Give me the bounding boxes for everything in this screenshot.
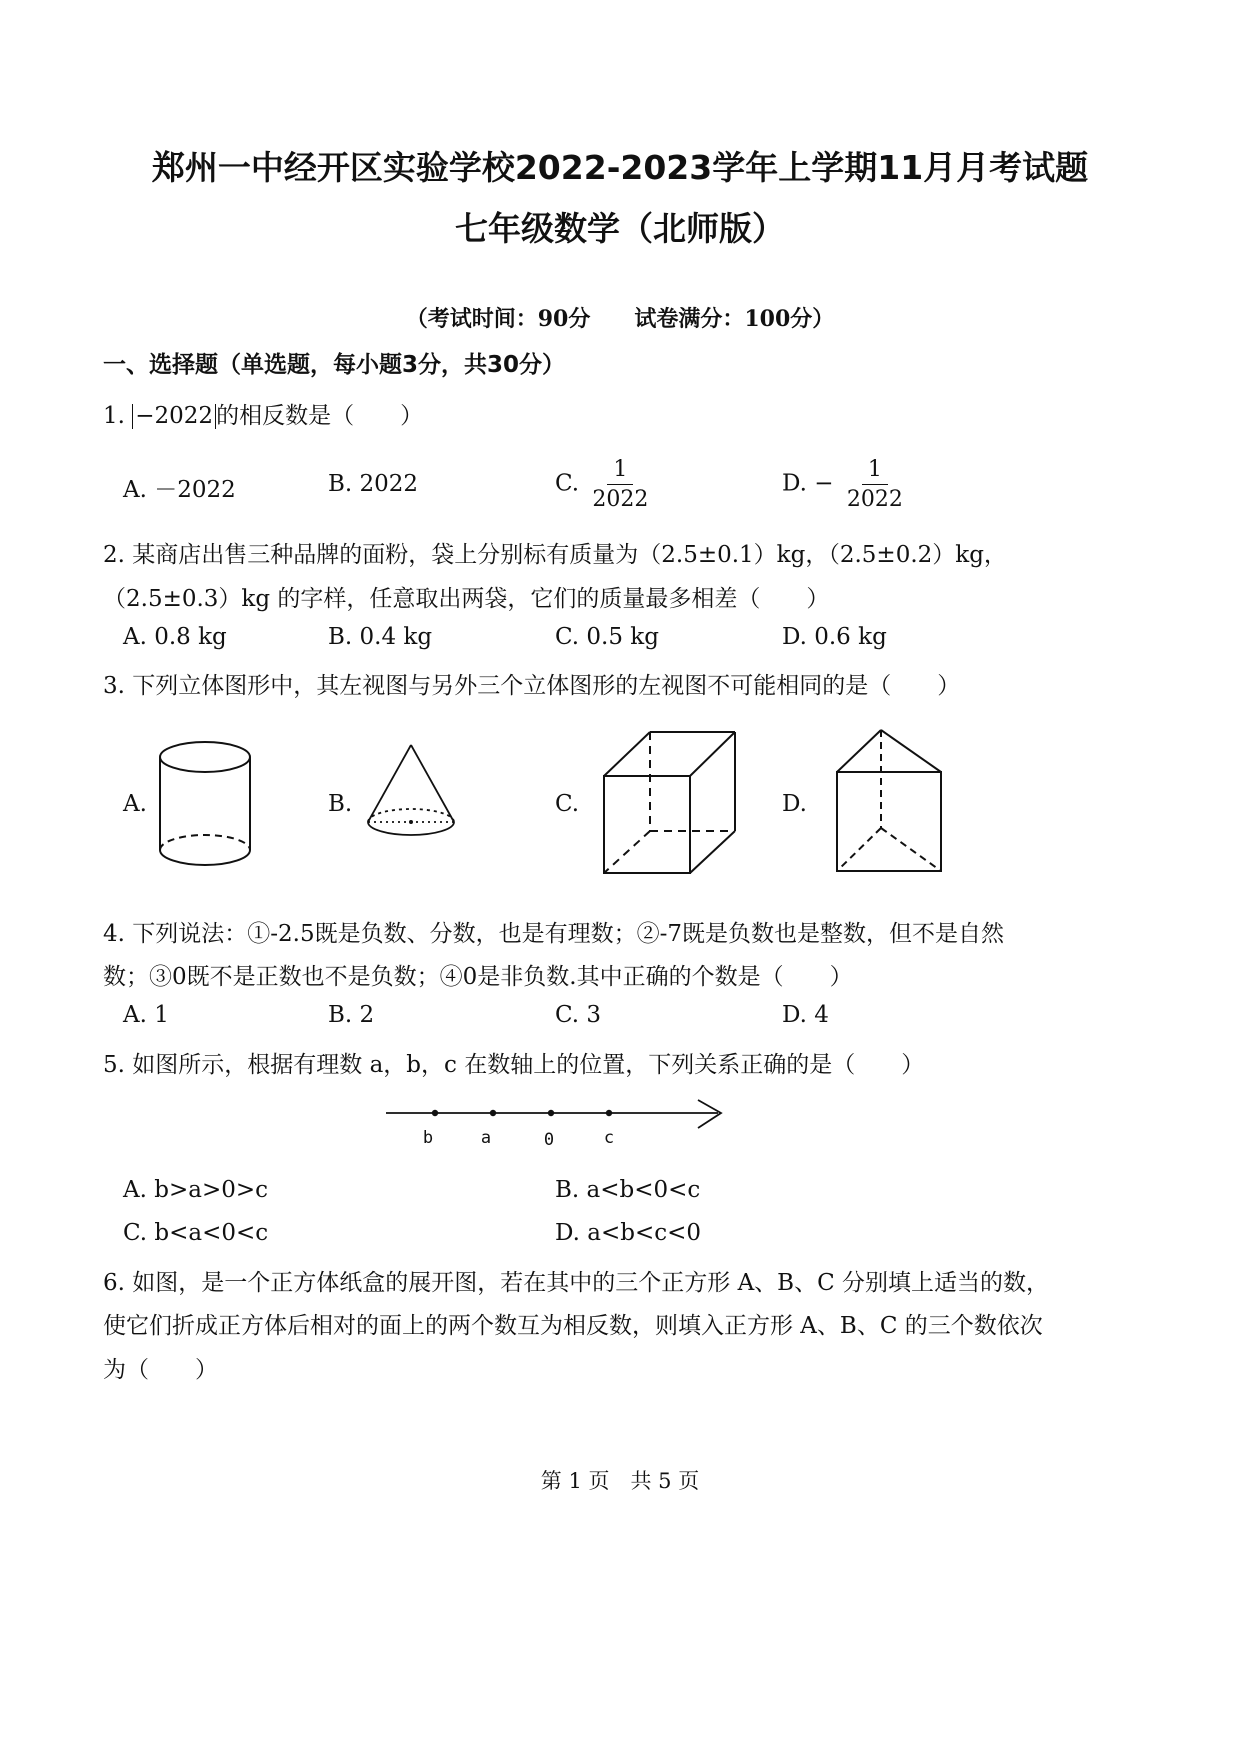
exam-title: 郑州一中经开区实验学校2022-2023学年上学期11月月考试题	[151, 148, 1089, 187]
fraction-numerator: 1	[607, 458, 633, 485]
fraction	[586, 458, 654, 511]
page-footer: 第 1 页 共 5 页	[540, 1469, 700, 1493]
option-d: D.	[782, 791, 807, 817]
fraction-denominator: 2022	[592, 487, 649, 513]
option-a: A. 0.8 kg	[123, 624, 227, 650]
question-4-line-2: 数；③0既不是正数也不是负数；④0是非负数.其中正确的个数是（ ）	[103, 964, 853, 990]
label-a: a	[480, 1128, 492, 1148]
number-line-figure	[384, 1098, 744, 1148]
cylinder-figure	[155, 740, 255, 870]
exam-subtitle: 七年级数学（北师版）	[455, 209, 785, 248]
option-d: D. 4	[782, 1002, 829, 1028]
point-b	[432, 1110, 438, 1116]
point-a	[490, 1110, 496, 1116]
option-b: B. 0.4 kg	[328, 624, 433, 650]
question-2-line-2: （2.5±0.3）kg 的字样，任意取出两袋，它们的质量最多相差（ ）	[103, 586, 830, 612]
question-6-line-1: 6. 如图，是一个正方体纸盒的展开图，若在其中的三个正方形 A、B、C 分别填上适当的数，	[103, 1270, 1049, 1296]
label-zero: 0	[543, 1130, 555, 1150]
question-2-line-1: 2. 某商店出售三种品牌的面粉，袋上分别标有质量为（2.5±0.1）kg，（2.5±0.2）kg，	[103, 542, 1007, 568]
arrow-icon	[698, 1100, 721, 1128]
option-label: D. −	[782, 470, 834, 497]
fraction	[841, 458, 909, 511]
point-zero	[548, 1110, 554, 1116]
option-c: C. b<a<0<c	[123, 1220, 269, 1246]
option-b: B. 2022	[328, 471, 419, 497]
option-c	[555, 458, 654, 511]
label-b: b	[422, 1128, 434, 1148]
fraction-denominator: 2022	[846, 487, 903, 513]
question-6-line-3: 为（ ）	[103, 1357, 218, 1383]
fraction-numerator: 1	[862, 458, 888, 485]
question-1	[103, 397, 423, 430]
question-4-line-1: 4. 下列说法：①-2.5既是负数、分数，也是有理数；②-7既是负数也是整数，但不是自然	[103, 921, 1005, 947]
option-d: D. 0.6 kg	[782, 624, 887, 650]
question-5: 5. 如图所示，根据有理数 a，b，c 在数轴上的位置，下列关系正确的是（ ）	[103, 1052, 925, 1078]
option-label: C.	[555, 470, 580, 497]
question-6-line-2: 使它们折成正方体后相对的面上的两个数互为相反数，则填入正方形 A、B、C 的三个数依次	[103, 1313, 1043, 1339]
option-a: A. －2022	[123, 477, 236, 503]
option-d: D. a<b<c<0	[555, 1220, 702, 1246]
question-3: 3. 下列立体图形中，其左视图与另外三个立体图形的左视图不可能相同的是（ ）	[103, 673, 961, 699]
section-heading: 一、选择题（单选题，每小题3分，共30分）	[103, 352, 566, 378]
point-c	[606, 1110, 612, 1116]
option-c: C.	[555, 791, 580, 817]
option-c: C. 0.5 kg	[555, 624, 659, 650]
cone-figure	[355, 742, 475, 872]
option-a: A. b>a>0>c	[123, 1177, 268, 1203]
option-b: B.	[328, 791, 353, 817]
question-text: 的相反数是（ ）	[216, 403, 424, 429]
absolute-value-expression: −2022	[132, 404, 216, 429]
option-b: B. a<b<0<c	[555, 1177, 701, 1203]
question-number: 1.	[103, 403, 125, 429]
option-c: C. 3	[555, 1002, 602, 1028]
option-d	[782, 458, 909, 511]
option-b: B. 2	[328, 1002, 375, 1028]
option-a: A.	[123, 791, 147, 817]
label-c: c	[603, 1128, 615, 1148]
exam-info: （考试时间：90分 试卷满分：100分）	[405, 306, 835, 332]
cube-figure	[600, 728, 750, 878]
option-a: A. 1	[123, 1002, 169, 1028]
triangular-prism-figure	[834, 728, 954, 878]
